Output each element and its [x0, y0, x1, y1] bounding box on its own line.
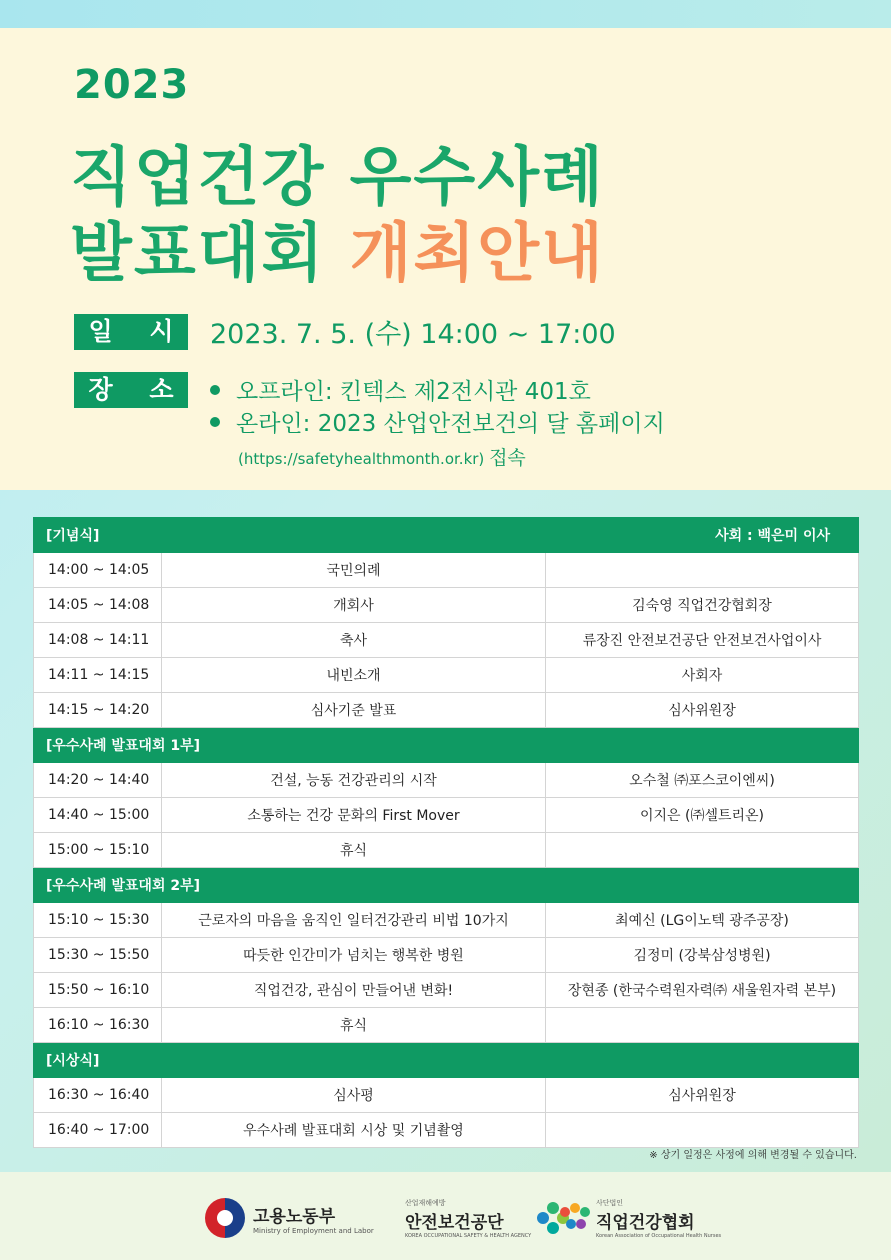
table-row: 15:50 ~ 16:10 직업건강, 관심이 만들어낸 변화! 장현종 (한국수력원자력㈜ 새울원자력 본부) [34, 973, 859, 1008]
bullet-icon [210, 417, 220, 427]
top-band [0, 0, 891, 28]
section-header-awards [34, 1043, 859, 1078]
moel-logo: 고용노동부 Ministry of Employment and Labor [205, 1196, 374, 1240]
table-row: 14:20 ~ 14:40 건설, 능동 건강관리의 시작 오수철 ㈜포스코이엔씨) [34, 763, 859, 798]
title-main: 발표대회 [70, 217, 326, 291]
date-label: 일 시 [74, 314, 188, 350]
table-row: 16:10 ~ 16:30 휴식 [34, 1008, 859, 1043]
table-row: 15:30 ~ 15:50 따듯한 인간미가 넘치는 행복한 병원 김정미 (강북삼성병원) [34, 938, 859, 973]
section-header-ceremony [34, 518, 859, 553]
section-header-part2 [34, 868, 859, 903]
taegeuk-icon [205, 1198, 245, 1238]
table-row: 16:40 ~ 17:00 우수사례 발표대회 시상 및 기념촬영 [34, 1113, 859, 1148]
title-line-2 [70, 202, 605, 294]
section-title: [시상식] [34, 1043, 859, 1078]
website-url[interactable]: (https://safetyhealthmonth.or.kr) 접속 [238, 447, 526, 469]
year-label: 2023 [74, 62, 190, 108]
date-value: 2023. 7. 5. (수) 14:00 ~ 17:00 [210, 319, 616, 350]
table-row: 15:10 ~ 15:30 근로자의 마음을 움직인 일터건강관리 비법 10가지 최예신 (LG이노텍 광주공장) [34, 903, 859, 938]
table-row: 14:15 ~ 14:20 심사기준 발표 심사위원장 [34, 693, 859, 728]
title-line-1: 직업건강 우수사례 [70, 141, 605, 215]
table-row: 14:05 ~ 14:08 개회사 김숙영 직업건강협회장 [34, 588, 859, 623]
table-row: 14:08 ~ 14:11 축사 류장진 안전보건공단 안전보건사업이사 [34, 623, 859, 658]
table-row: 15:00 ~ 15:10 휴식 [34, 833, 859, 868]
venue-label: 장 소 [74, 372, 188, 408]
bullet-icon [210, 385, 220, 395]
title-accent: 개최안내 [349, 217, 605, 291]
venue-offline: 오프라인: 킨텍스 제2전시관 401호 [210, 373, 591, 406]
schedule-table [33, 517, 859, 1148]
schedule-note: ※ 상기 일정은 사정에 의해 변경될 수 있습니다. [649, 1150, 857, 1161]
section-header-part1 [34, 728, 859, 763]
table-row: 16:30 ~ 16:40 심사평 심사위원장 [34, 1078, 859, 1113]
table-row: 14:00 ~ 14:05 국민의례 [34, 553, 859, 588]
kosha-logo: 산업재해예방 안전보건공단 KOREA OCCUPATIONAL SAFETY & HEALTH AGENCY [405, 1196, 569, 1240]
venue-online: 온라인: 2023 산업안전보건의 달 홈페이지 [210, 405, 665, 438]
table-row: 14:40 ~ 15:00 소통하는 건강 문화의 First Mover 이지은 (㈜셀트리온) [34, 798, 859, 833]
section-title: [우수사례 발표대회 2부] [34, 868, 859, 903]
people-icon [560, 1203, 590, 1233]
section-title: [우수사례 발표대회 1부] [34, 728, 859, 763]
kaohn-logo: 사단법인 직업건강협회 Korean Association of Occupational Health Nurses [560, 1196, 721, 1240]
table-row: 14:11 ~ 14:15 내빈소개 사회자 [34, 658, 859, 693]
section-title: [기념식] [34, 518, 546, 553]
mc-name: 사회 : 백은미 이사 [546, 518, 859, 553]
